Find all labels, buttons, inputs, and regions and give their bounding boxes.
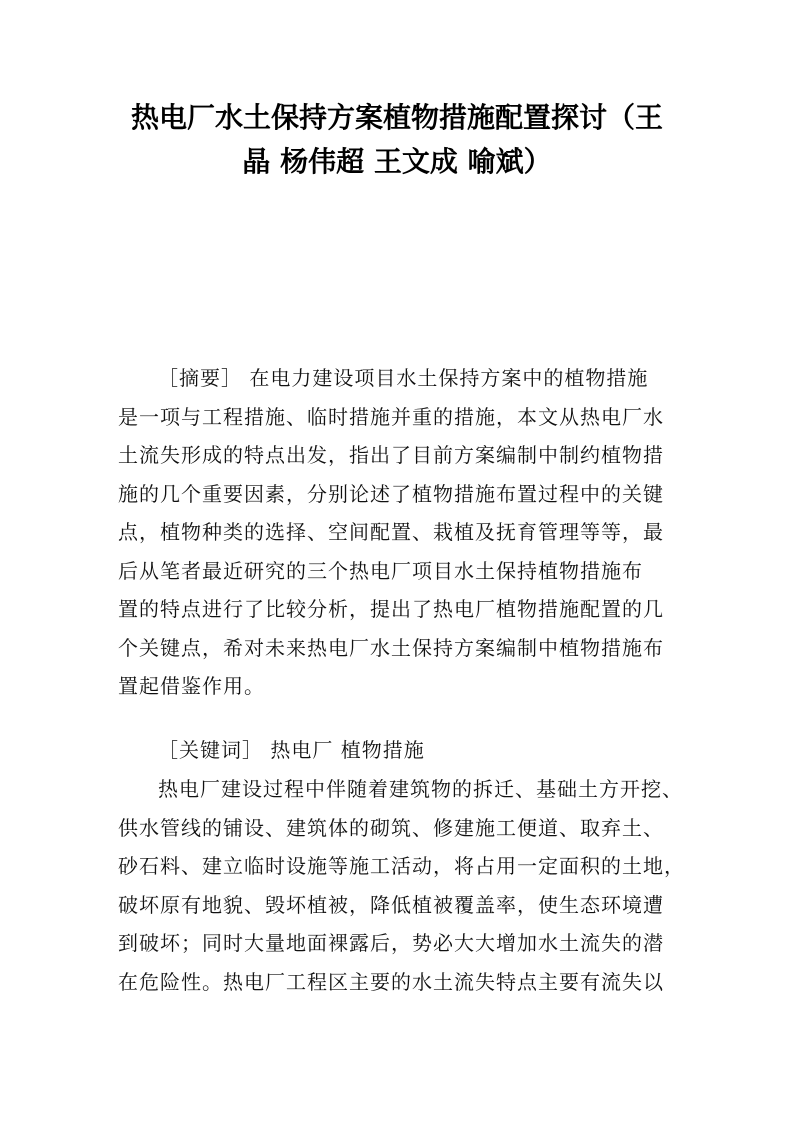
document-title-line-2: 晶 杨伟超 王文成 喻斌） <box>242 145 552 178</box>
abstract-line: 个关键点，希对未来热电厂水土保持方案编制中植物措施布 <box>118 635 664 660</box>
abstract-paragraph <box>118 359 688 706</box>
body-line: 在危险性。热电厂工程区主要的水土流失特点主要有流失以 <box>118 969 664 994</box>
abstract-line: 后从笔者最近研究的三个热电厂项目水土保持植物措施布 <box>118 558 643 583</box>
body-line: 热电厂建设过程中伴随着建筑物的拆迁、基础土方开挖、 <box>158 777 683 801</box>
body-line: 砂石料、建立临时设施等施工活动，将占用一定面积的土地， <box>118 854 685 878</box>
body-line: 破坏原有地貌、毁坏植被，降低植被覆盖率，使生态环境遭 <box>118 892 664 917</box>
abstract-line: 置起借鉴作用。 <box>118 674 265 698</box>
keywords-paragraph <box>118 731 688 770</box>
abstract-line: 施的几个重要因素，分别论述了植物措施布置过程中的关键 <box>118 481 664 506</box>
abstract-line: ［摘要］ 在电力建设项目水土保持方案中的植物措施 <box>158 366 649 390</box>
document-title-line-1: 热电厂水土保持方案植物措施配置探讨（王 <box>130 101 663 134</box>
abstract-line: 是一项与工程措施、临时措施并重的措施，本文从热电厂水 <box>118 404 664 429</box>
abstract-line: 土流失形成的特点出发，指出了目前方案编制中制约植物措 <box>118 443 664 467</box>
body-line: 到破坏；同时大量地面裸露后，势必大大增加水土流失的潜 <box>118 931 664 955</box>
keywords-line: ［关键词］ 热电厂 植物措施 <box>158 738 425 762</box>
body-line: 供水管线的铺设、建筑体的砌筑、修建施工便道、取弃土、 <box>118 815 664 840</box>
body-paragraph <box>118 770 688 1001</box>
abstract-line: 点，植物种类的选择、空间配置、栽植及抚育管理等等，最 <box>118 520 664 544</box>
abstract-line: 置的特点进行了比较分析，提出了热电厂植物措施配置的几 <box>118 597 664 621</box>
